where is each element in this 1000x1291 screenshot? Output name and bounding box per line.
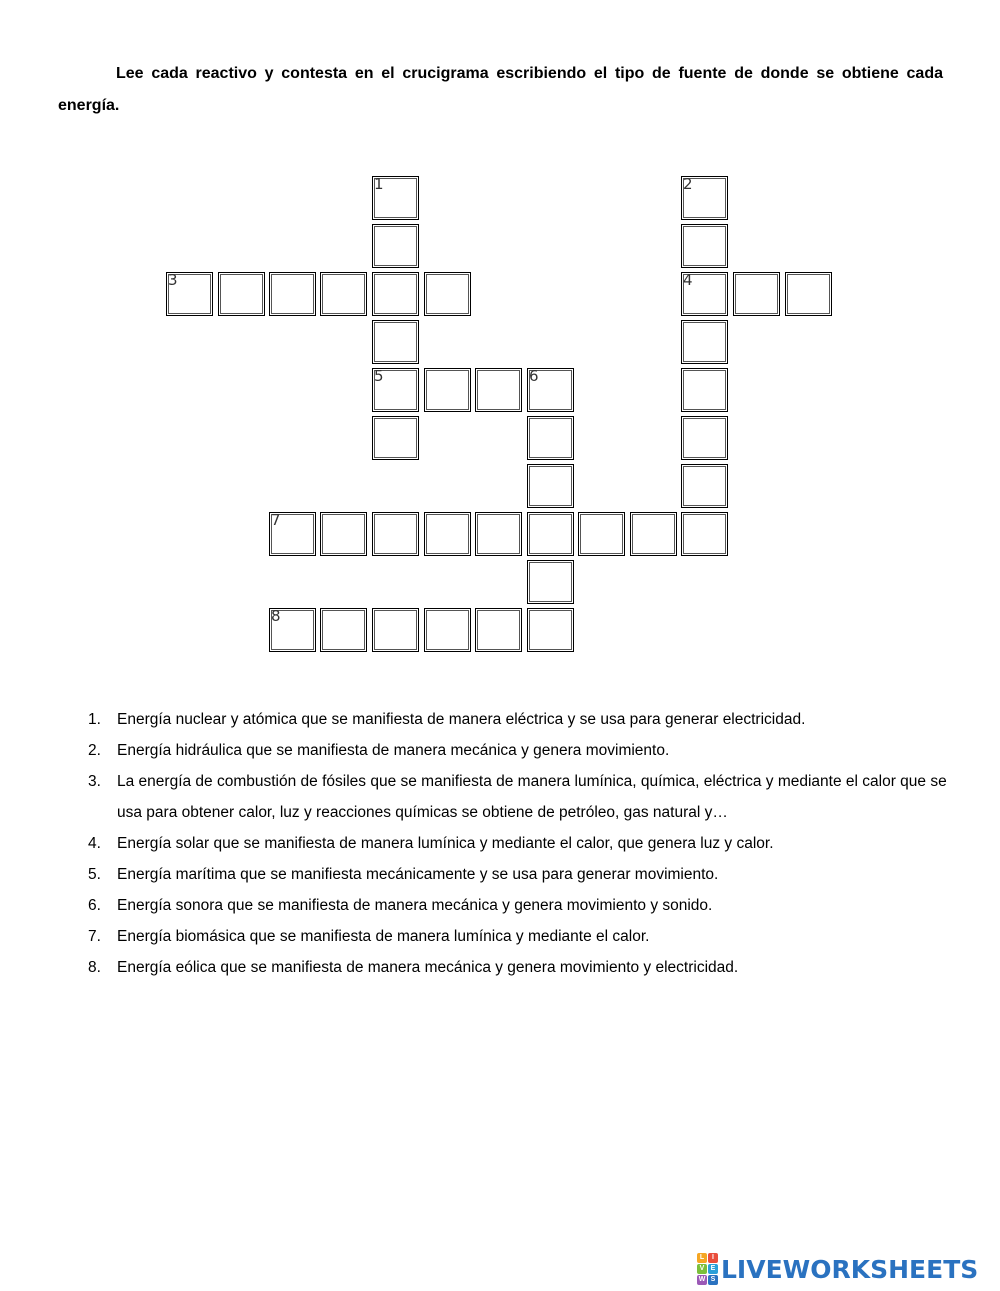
logo-text: LIVEWORKSHEETS xyxy=(721,1254,979,1284)
clue-item-number: 1. xyxy=(88,711,101,728)
crossword-cell[interactable] xyxy=(269,608,316,652)
crossword-cell[interactable] xyxy=(372,320,419,364)
clue-item-text: Energía solar que se manifiesta de manera lumínica y mediante el calor, que genera luz y calor. xyxy=(117,835,774,852)
crossword-cell[interactable] xyxy=(527,560,574,604)
crossword-cell[interactable] xyxy=(681,368,728,412)
crossword-cell[interactable] xyxy=(681,464,728,508)
clue-number: 3 xyxy=(168,271,178,289)
crossword-cell[interactable] xyxy=(681,224,728,268)
crossword-cell[interactable] xyxy=(424,608,471,652)
clue-number: 6 xyxy=(529,367,539,385)
crossword-cell[interactable] xyxy=(372,368,419,412)
clue-item xyxy=(88,828,948,859)
clue-item-number: 3. xyxy=(88,773,101,790)
clue-item-number: 8. xyxy=(88,959,101,976)
crossword-cell[interactable] xyxy=(269,512,316,556)
logo-mark-icon xyxy=(697,1253,718,1285)
crossword-cell[interactable] xyxy=(475,368,522,412)
crossword-cell[interactable] xyxy=(372,176,419,220)
clue-item xyxy=(88,735,948,766)
clue-number: 1 xyxy=(374,175,384,193)
instructions-text: Lee cada reactivo y contesta en el crucigrama escribiendo el tipo de fuente de donde se obtiene cada energía. xyxy=(58,65,943,114)
clue-item-text: Energía biomásica que se manifiesta de manera lumínica y mediante el calor. xyxy=(117,928,650,945)
clue-item xyxy=(88,952,948,983)
crossword-cell[interactable] xyxy=(681,512,728,556)
crossword-cell[interactable] xyxy=(372,224,419,268)
crossword-cell[interactable] xyxy=(681,272,728,316)
clue-number: 7 xyxy=(271,511,281,529)
clue-number: 2 xyxy=(683,175,693,193)
logo-square: S xyxy=(708,1275,718,1285)
crossword-cell[interactable] xyxy=(475,608,522,652)
crossword-cell[interactable] xyxy=(320,272,367,316)
crossword-cell[interactable] xyxy=(320,512,367,556)
crossword-cell[interactable] xyxy=(527,368,574,412)
crossword-cell[interactable] xyxy=(733,272,780,316)
crossword-cell[interactable] xyxy=(527,416,574,460)
crossword-cell[interactable] xyxy=(372,512,419,556)
logo-square: V xyxy=(697,1264,707,1274)
clue-number: 8 xyxy=(271,607,281,625)
crossword-cell[interactable] xyxy=(166,272,213,316)
crossword-cell[interactable] xyxy=(372,272,419,316)
crossword-cell[interactable] xyxy=(527,464,574,508)
crossword-cell[interactable] xyxy=(630,512,677,556)
clue-item-text: Energía nuclear y atómica que se manifiesta de manera eléctrica y se usa para generar electricidad. xyxy=(117,711,806,728)
clue-number: 4 xyxy=(683,271,693,289)
clue-number: 5 xyxy=(374,367,384,385)
clue-item-number: 4. xyxy=(88,835,101,852)
logo-square: L xyxy=(697,1253,707,1263)
crossword-cell[interactable] xyxy=(578,512,625,556)
crossword-cell[interactable] xyxy=(320,608,367,652)
crossword-cell[interactable] xyxy=(527,608,574,652)
clue-list xyxy=(88,704,948,983)
clue-item xyxy=(88,890,948,921)
crossword-cell[interactable] xyxy=(785,272,832,316)
clue-item xyxy=(88,704,948,735)
liveworksheets-logo xyxy=(697,1252,978,1286)
clue-item-text: Energía eólica que se manifiesta de manera mecánica y genera movimiento y electricidad. xyxy=(117,959,739,976)
clue-item xyxy=(88,766,948,828)
logo-square: E xyxy=(708,1264,718,1274)
clue-item-text: Energía sonora que se manifiesta de manera mecánica y genera movimiento y sonido. xyxy=(117,897,713,914)
clue-item-number: 5. xyxy=(88,866,101,883)
crossword-cell[interactable] xyxy=(372,608,419,652)
crossword-cell[interactable] xyxy=(372,416,419,460)
logo-square: W xyxy=(698,1276,706,1283)
logo-square: I xyxy=(708,1253,718,1263)
clue-item xyxy=(88,921,948,952)
crossword-cell[interactable] xyxy=(681,176,728,220)
clue-item-number: 2. xyxy=(88,742,101,759)
clue-item-number: 6. xyxy=(88,897,101,914)
crossword-cell[interactable] xyxy=(218,272,265,316)
crossword-cell[interactable] xyxy=(681,320,728,364)
crossword-cell[interactable] xyxy=(269,272,316,316)
crossword-cell[interactable] xyxy=(424,512,471,556)
clue-item-number: 7. xyxy=(88,928,101,945)
crossword-cell[interactable] xyxy=(681,416,728,460)
crossword-cell[interactable] xyxy=(475,512,522,556)
crossword-cell[interactable] xyxy=(527,512,574,556)
crossword-cell[interactable] xyxy=(424,272,471,316)
clue-item-text: Energía marítima que se manifiesta mecánicamente y se usa para generar movimiento. xyxy=(117,866,719,883)
clue-item xyxy=(88,859,948,890)
crossword-cell[interactable] xyxy=(424,368,471,412)
clue-item-text: Energía hidráulica que se manifiesta de manera mecánica y genera movimiento. xyxy=(117,742,670,759)
clue-item-text: La energía de combustión de fósiles que se manifiesta de manera lumínica, química, eléctrica y mediante el calor que se usa para obtener calor, luz y reacciones químicas se obtiene de petróleo, gas natural y… xyxy=(117,773,947,821)
